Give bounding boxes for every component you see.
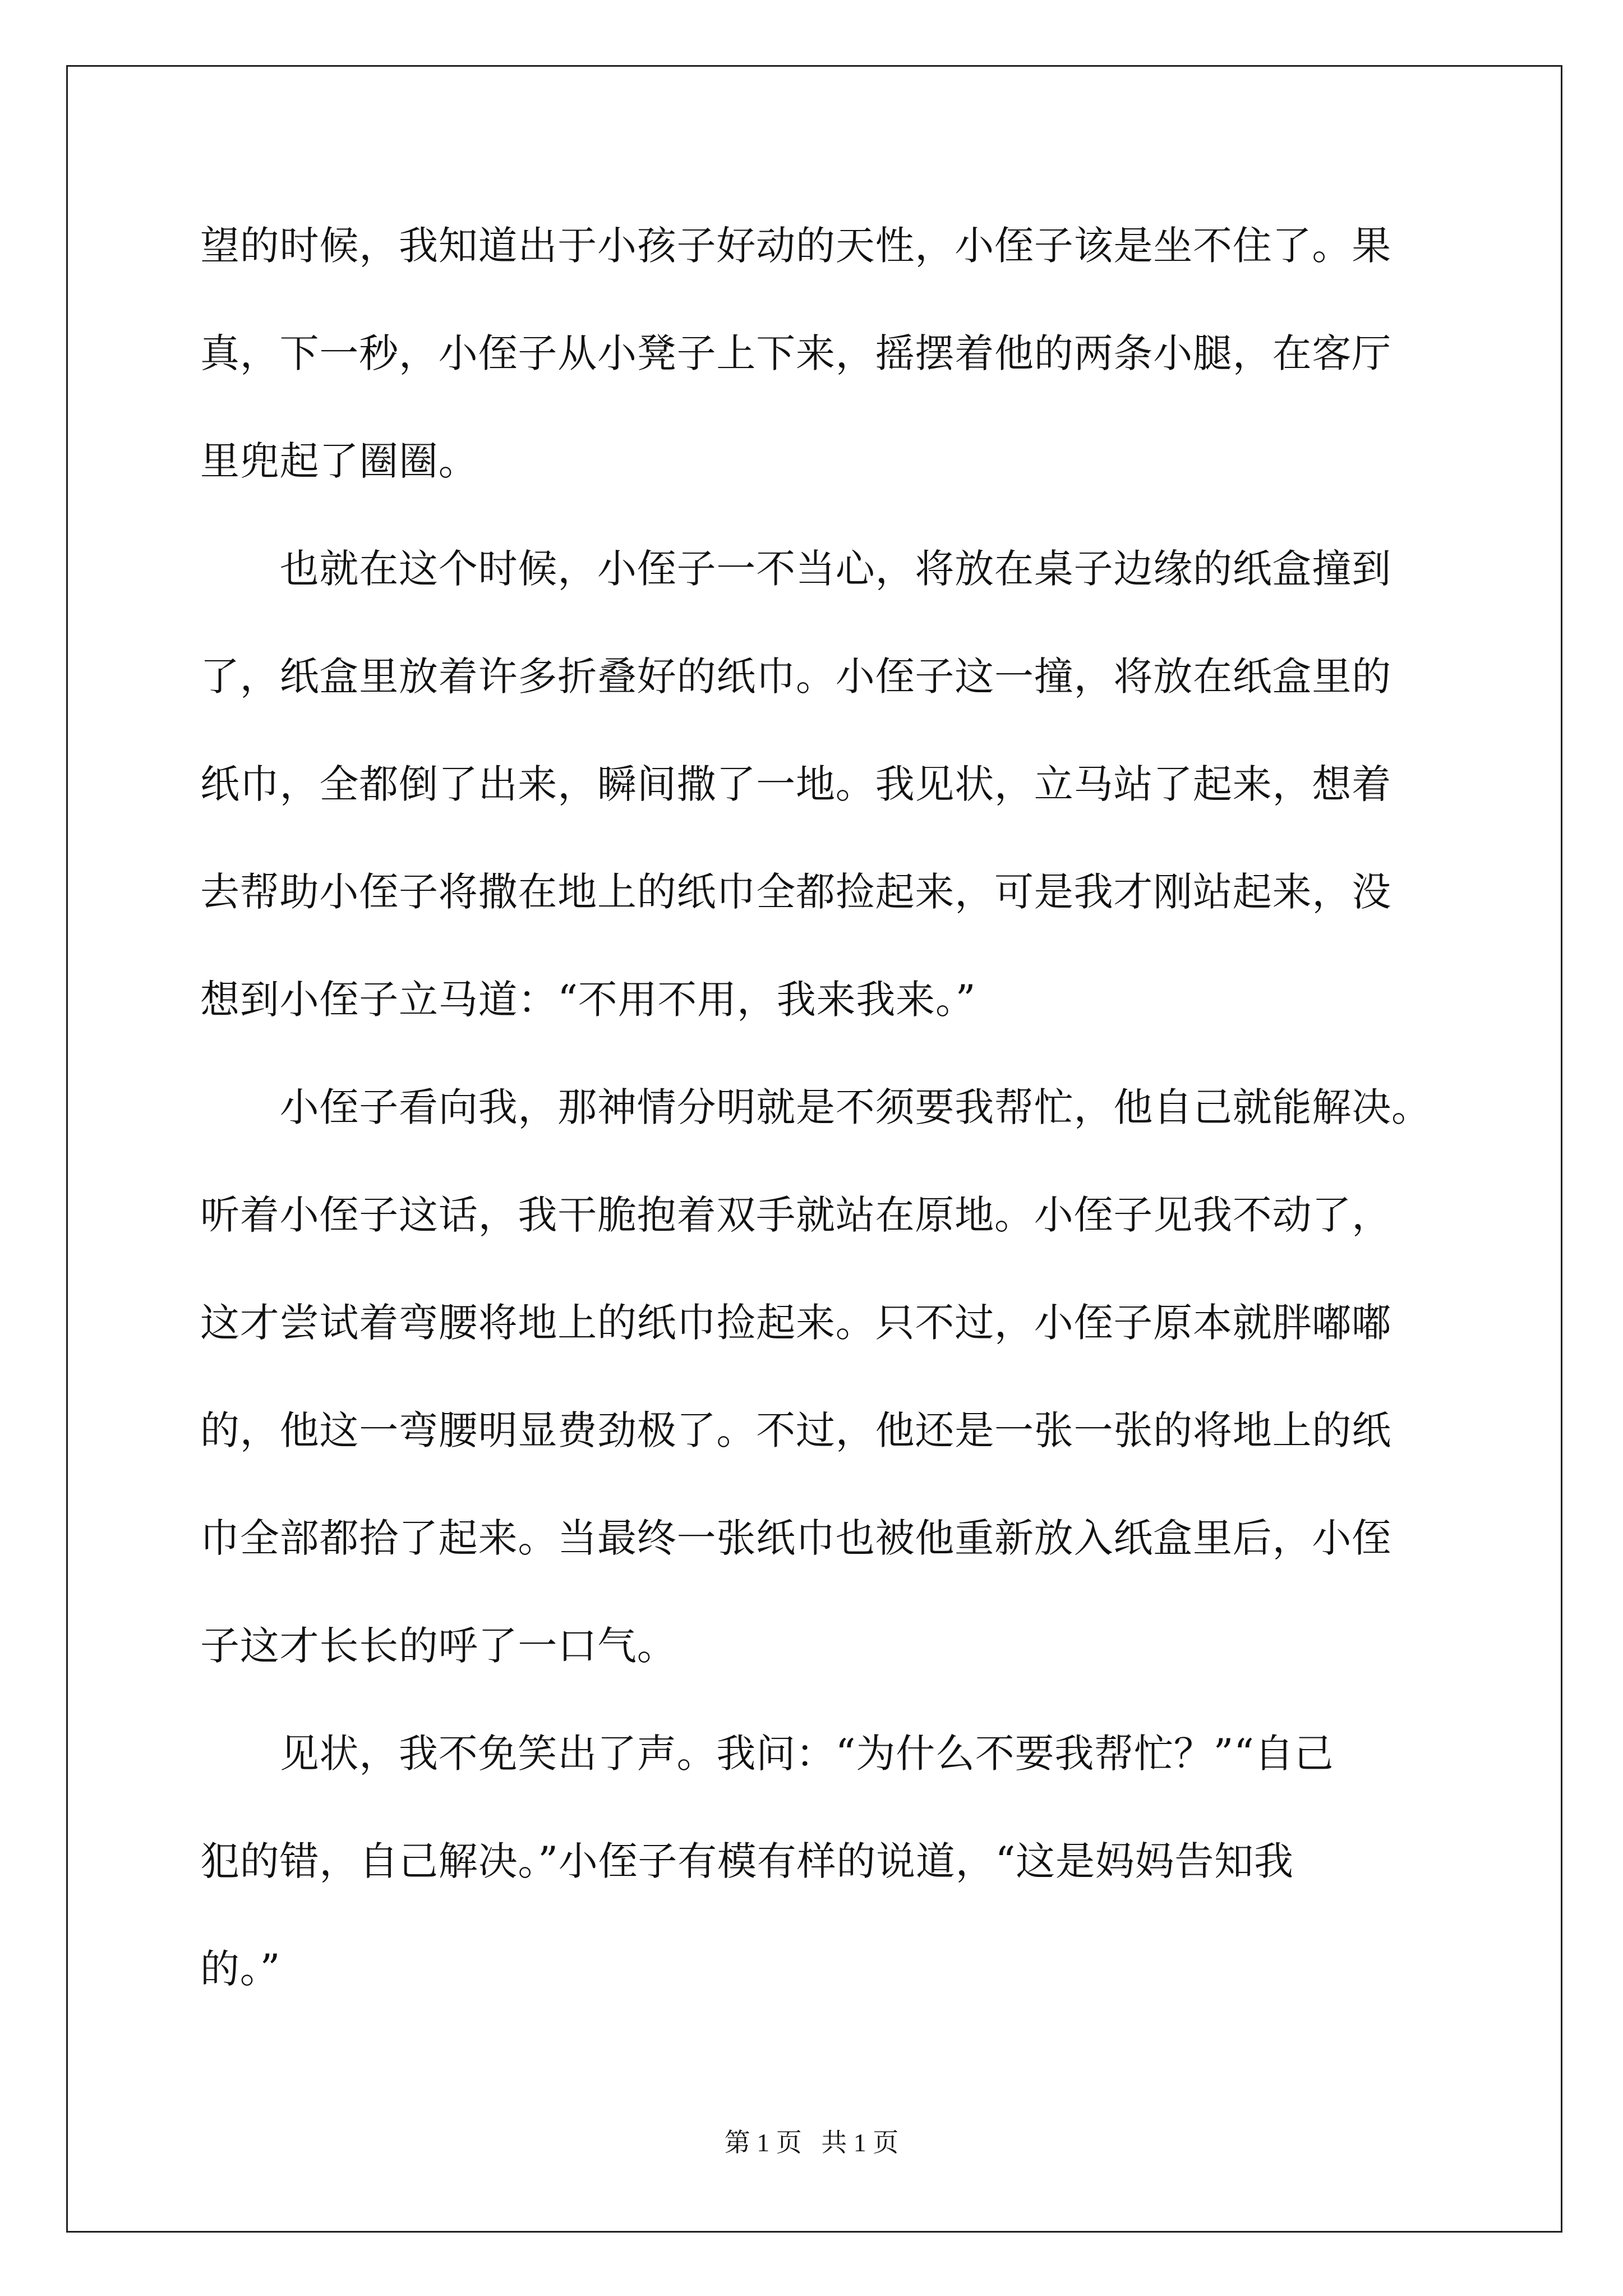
text-line: 想到小侄子立马道：“不用不用，我来我来。”	[200, 977, 976, 1023]
text-line: 见状，我不免笑出了声。我问：“为什么不要我帮忙？”“自己	[200, 1731, 1334, 1777]
text-line: 小侄子看向我，那神情分明就是不须要我帮忙，他自己就能解决。	[200, 1084, 1431, 1130]
text-line: 了，纸盒里放着许多折叠好的纸巾。小侄子这一撞，将放在纸盒里的	[200, 654, 1391, 700]
text-line: 也就在这个时候，小侄子一不当心，将放在桌子边缘的纸盒撞到	[200, 546, 1391, 592]
text-line: 去帮助小侄子将撒在地上的纸巾全都捡起来，可是我才刚站起来，没	[200, 869, 1391, 915]
text-line: 的。”	[200, 1946, 281, 1992]
text-line: 巾全部都拾了起来。当最终一张纸巾也被他重新放入纸盒里后，小侄	[200, 1515, 1391, 1561]
page-number: 第 1 页 共 1 页	[724, 2128, 899, 2157]
text-line: 望的时候，我知道出于小孩子好动的天性，小侄子该是坐不住了。果	[200, 223, 1391, 269]
text-line: 这才尝试着弯腰将地上的纸巾捡起来。只不过，小侄子原本就胖嘟嘟	[200, 1300, 1391, 1346]
text-line: 纸巾，全都倒了出来，瞬间撒了一地。我见状，立马站了起来，想着	[200, 761, 1391, 807]
text-line: 犯的错，自己解决。”小侄子有模有样的说道，“这是妈妈告知我	[200, 1838, 1294, 1884]
text-line: 的，他这一弯腰明显费劲极了。不过，他还是一张一张的将地上的纸	[200, 1407, 1391, 1453]
text-line: 子这才长长的呼了一口气。	[200, 1623, 677, 1669]
text-line: 真，下一秒，小侄子从小凳子上下来，摇摆着他的两条小腿，在客厅	[200, 330, 1391, 376]
page-border	[66, 65, 1562, 2233]
text-line: 听着小侄子这话，我干脆抱着双手就站在原地。小侄子见我不动了，	[200, 1192, 1391, 1238]
text-line: 里兜起了圈圈。	[200, 438, 478, 484]
